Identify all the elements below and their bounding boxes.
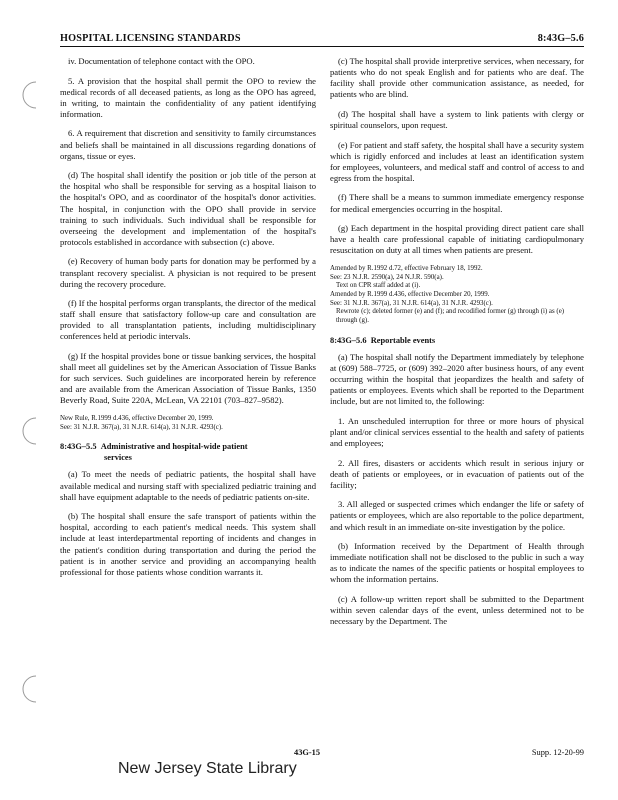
section-title-continued: services	[104, 453, 132, 463]
paragraph: (c) A follow-up written report shall be submitted to the Department within seven calendar days of the event, unless determined not to be necessary by the Department. The	[330, 594, 584, 627]
library-watermark: New Jersey State Library	[118, 760, 297, 777]
paragraph: (g) If the hospital provides bone or tissue banking services, the hospital shall meet all guidelines set by the American Association of Tissue Banks for such services. Such guidelines are incorporated herein by reference and are available from the American Association of Tissue Banks, 1350 Beverly Road, Suite 220A, McLean, VA 22101 (703–827–9582).	[60, 351, 316, 406]
section-heading	[60, 441, 316, 463]
paragraph: 3. All alleged or suspected crimes which endanger the life or safety of patients or employees, which are also reportable to the police department, and which result in an immediate on-site investigation by the police.	[330, 499, 584, 532]
paragraph: iv. Documentation of telephone contact with the OPO.	[68, 56, 255, 66]
history-note: Text on CPR staff added at (i).	[336, 282, 421, 290]
page-number: 43G-15	[294, 748, 321, 757]
paragraph: 6. A requirement that discretion and sensitivity to family circumstances and beliefs shall be maintained in all discussions regarding donations of organs, tissue or eyes.	[60, 128, 316, 161]
history-note: See: 23 N.J.R. 2590(a), 24 N.J.R. 590(a).	[330, 273, 444, 281]
section-number: 8:43G–5.5	[60, 442, 97, 452]
paragraph: (d) The hospital shall have a system to link patients with clergy or spiritual counselors, upon request.	[330, 108, 584, 130]
history-note: Amended by R.1992 d.72, effective February 18, 1992.	[330, 264, 483, 272]
punch-hole-mark-icon	[20, 674, 40, 704]
history-note: Amended by R.1999 d.436, effective December 20, 1999.	[330, 291, 490, 299]
paragraph: (b) The hospital shall ensure the safe transport of patients within the hospital, according to each patient's medical needs. This system shall include at least interdepartmental reporting of incidents and changes in the patient's condition during transportation and during the period the patient is in another service and providing an accompanying health professional for those patients whose condition warrants it.	[60, 511, 316, 577]
paragraph: 5. A provision that the hospital shall permit the OPO to review the medical records of all deceased patients, as long as the OPO has agreed, in writing, to maintain the confidentiality of any patient identifying information.	[60, 75, 316, 119]
history-notes	[330, 265, 584, 326]
history-notes	[60, 415, 316, 432]
paragraph: (e) Recovery of human body parts for donation may be performed by a transplant recovery specialist. A physician is not required to be present during the recovery procedure.	[60, 256, 316, 289]
right-column	[330, 56, 584, 636]
paragraph: (e) For patient and staff safety, the hospital shall have a security system which is rigidly enforced and includes at least an identification system for employees, volunteers, and medical staff and control of access to and egress from the hospital.	[330, 139, 584, 183]
section-number: 8:43G–5.6	[330, 335, 367, 345]
paragraph: (a) To meet the needs of pediatric patients, the hospital shall have available medical and nursing staff with specialized pediatric training and shall have equipment adaptable to the needs of pediatric patients on-site.	[60, 469, 316, 502]
history-note: New Rule, R.1999 d.436, effective December 20, 1999.	[60, 415, 214, 423]
supplement-date: Supp. 12-20-99	[531, 748, 584, 757]
paragraph: 2. All fires, disasters or accidents which result in serious injury or death of patients or employees, or in evacuation of patients out of the facility;	[330, 457, 584, 490]
paragraph: (a) The hospital shall notify the Department immediately by telephone at (609) 588–7725, or (609) 392–2020 after business hours, of any event occurring within the hospital that jeopardizes the health and safety of patients or employees. Events which shall be reported to the Department include, but are not limited to, the following:	[330, 351, 584, 407]
section-title: Reportable events	[370, 335, 436, 345]
left-column	[60, 56, 316, 586]
paragraph: (c) The hospital shall provide interpretive services, when necessary, for patients who do not speak English and for patients who are deaf. The facility shall provide other communication assistance, as needed, for patients who are blind.	[330, 56, 584, 100]
header-title: HOSPITAL LICENSING STANDARDS	[60, 33, 241, 44]
header-section-number: 8:43G–5.6	[537, 33, 584, 44]
running-header	[60, 30, 584, 47]
section-heading	[330, 335, 584, 346]
paragraph: 1. An unscheduled interruption for three or more hours of physical plant and/or clinical services essential to the health and safety of patients and employees;	[330, 415, 584, 448]
punch-hole-mark-icon	[20, 416, 40, 446]
paragraph: (b) Information received by the Department of Health through immediate notification shall not be disclosed to the public in such a way as to indicate the names of the specific patients or hospital employees to whom the information pertains.	[330, 541, 584, 585]
history-note: See: 31 N.J.R. 367(a), 31 N.J.R. 614(a), 31 N.J.R. 4293(c).	[60, 423, 223, 431]
paragraph: (f) If the hospital performs organ transplants, the director of the medical staff shall ensure that satisfactory follow-up care and consultation are provided to all transplantation patients, including multidisciplinary conferences held at periodic intervals.	[60, 298, 316, 342]
paragraph: (d) The hospital shall identify the position or job title of the person at the hospital who shall be responsible for serving as a hospital liaison to the hospital's OPO, and as coordinator of the hospital's donor activities. The hospital, in conjunction with the OPO shall provide in service training to such individuals. Such individual shall be responsible for overseeing the development and implementation of the hospital's protocols established in accordance with subsection (c) above.	[60, 170, 316, 247]
section-title: Administrative and hospital-wide patient	[100, 442, 248, 452]
paragraph: (f) There shall be a means to summon immediate emergency response for medical emergencies occurring in the hospital.	[330, 192, 584, 214]
history-note: See: 31 N.J.R. 367(a), 31 N.J.R. 614(a), 31 N.J.R. 4293(c).	[330, 299, 493, 307]
paragraph: (g) Each department in the hospital providing direct patient care shall have a health care professional capable of initiating cardiopulmonary resuscitation on duty at all times when patients are present.	[330, 223, 584, 256]
punch-hole-mark-icon	[20, 80, 40, 110]
history-note: Rewrote (c); deleted former (e) and (f); and recodified former (g) through (i) as (e) through (g).	[336, 308, 565, 325]
